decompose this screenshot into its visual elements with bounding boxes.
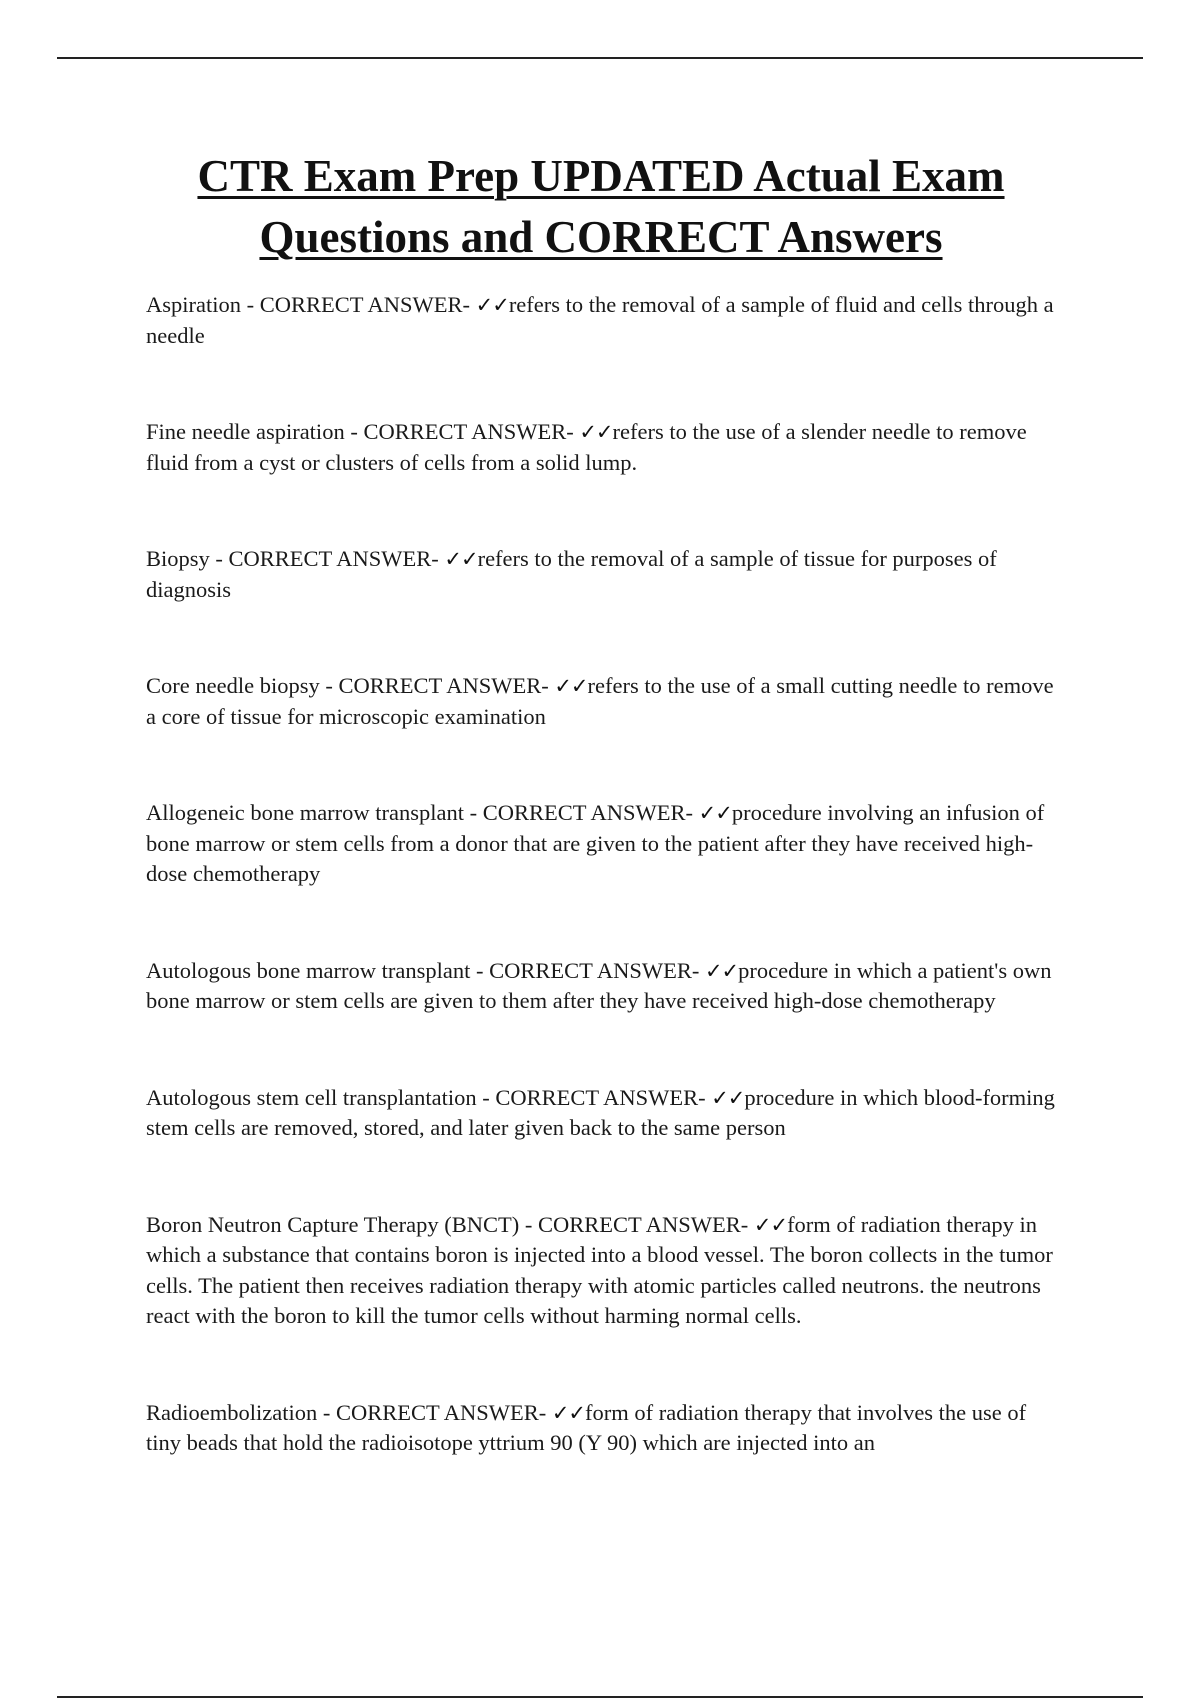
qa-definition: refers to the removal of a sample of fluid and cells through a needle	[146, 292, 1054, 348]
answer-marker: CORRECT ANSWER-	[335, 1399, 547, 1425]
answer-marker: CORRECT ANSWER-	[228, 546, 439, 571]
check-marks-icon: ✓✓	[554, 674, 588, 698]
qa-term: Biopsy	[146, 546, 210, 571]
qa-definition: refers to the use of a small cutting needle to remove a core of tissue for microscopic examination	[146, 673, 1054, 729]
qa-item: Aspiration - CORRECT ANSWER- ✓✓refers to the removal of a sample of fluid and cells through a needle	[146, 292, 1054, 348]
qa-definition: procedure involving an infusion of bone marrow or stem cells from a donor that are given to the patient after they have received high-dose chemotherapy	[146, 800, 1045, 886]
qa-list	[146, 290, 1056, 1459]
qa-definition: refers to the removal of a sample of tissue for purposes of diagnosis	[146, 546, 997, 602]
answer-marker: CORRECT ANSWER-	[495, 1084, 706, 1110]
check-marks-icon: ✓✓	[753, 1212, 788, 1237]
check-marks-icon: ✓✓	[704, 958, 739, 983]
qa-item: Core needle biopsy - CORRECT ANSWER- ✓✓refers to the use of a small cutting needle to remove a core of tissue for microscopic examination	[146, 673, 1054, 729]
answer-marker: CORRECT ANSWER-	[538, 1211, 749, 1237]
qa-definition: procedure in which blood-forming stem cells are removed, stored, and later given back to the same person	[146, 1084, 1055, 1140]
qa-item: Radioembolization - CORRECT ANSWER- ✓✓form of radiation therapy that involves the use of tiny beads that hold the radioisotope yttrium 90 (Y 90) which are injected into an	[146, 1399, 1027, 1455]
qa-term: Fine needle aspiration	[146, 419, 345, 444]
qa-definition: procedure in which a patient's own bone marrow or stem cells are given to them after they have received high-dose chemotherapy	[146, 957, 1052, 1013]
qa-term: Boron Neutron Capture Therapy (BNCT)	[146, 1211, 520, 1237]
check-marks-icon: ✓✓	[551, 1400, 586, 1425]
qa-item: Boron Neutron Capture Therapy (BNCT) - CORRECT ANSWER- ✓✓form of radiation therapy in which a substance that contains boron is injected into a blood vessel. The boron collects in the tumor cells. The patient then receives radiation therapy with atomic particles called neutrons. the neutrons react with the boron to kill the tumor cells without harming normal cells.	[146, 1211, 1053, 1328]
qa-item: Fine needle aspiration - CORRECT ANSWER- ✓✓refers to the use of a slender needle to remove fluid from a cyst or clusters of cells from a solid lump.	[146, 419, 1027, 475]
qa-term: Aspiration	[146, 292, 241, 317]
answer-marker: CORRECT ANSWER-	[489, 957, 700, 983]
check-marks-icon: ✓✓	[698, 801, 732, 825]
top-rule	[57, 57, 1143, 59]
qa-term: Allogeneic bone marrow transplant	[146, 800, 465, 825]
qa-item: Allogeneic bone marrow transplant - CORRECT ANSWER- ✓✓procedure involving an infusion of bone marrow or stem cells from a donor that are given to the patient after they have received high-dose chemotherapy	[146, 800, 1045, 886]
check-marks-icon: ✓✓	[444, 547, 478, 571]
answer-marker: CORRECT ANSWER-	[338, 673, 549, 698]
check-marks-icon: ✓✓	[579, 420, 613, 444]
qa-definition: refers to the use of a slender needle to remove fluid from a cyst or clusters of cells from a solid lump.	[146, 419, 1027, 475]
qa-definition: form of radiation therapy that involves the use of tiny beads that hold the radioisotope yttrium 90 (Y 90) which are injected into an	[146, 1399, 1027, 1455]
answer-marker: CORRECT ANSWER-	[259, 292, 470, 317]
check-marks-icon: ✓✓	[475, 293, 509, 317]
qa-item: Biopsy - CORRECT ANSWER- ✓✓refers to the removal of a sample of tissue for purposes of diagnosis	[146, 546, 997, 602]
qa-term: Core needle biopsy	[146, 673, 320, 698]
check-marks-icon: ✓✓	[711, 1085, 745, 1110]
answer-marker: CORRECT ANSWER-	[482, 800, 694, 825]
qa-term: Autologous bone marrow transplant	[146, 957, 471, 983]
document-page	[146, 146, 1056, 1525]
qa-term: Radioembolization	[146, 1399, 318, 1425]
qa-item: Autologous stem cell transplantation - CORRECT ANSWER- ✓✓procedure in which blood-forming stem cells are removed, stored, and later given back to the same person	[146, 1084, 1055, 1140]
answer-marker: CORRECT ANSWER-	[363, 419, 574, 444]
document-title: CTR Exam Prep UPDATED Actual Exam Questions and CORRECT Answers	[197, 151, 1005, 262]
qa-item: Autologous bone marrow transplant - CORRECT ANSWER- ✓✓procedure in which a patient's own bone marrow or stem cells are given to them after they have received high-dose chemotherapy	[146, 957, 1052, 1013]
qa-definition: form of radiation therapy in which a substance that contains boron is injected into a blood vessel. The boron collects in the tumor cells. The patient then receives radiation therapy with atomic particles called neutrons. the neutrons react with the boron to kill the tumor cells without harming normal cells.	[146, 1211, 1053, 1328]
bottom-rule	[57, 1696, 1143, 1698]
qa-term: Autologous stem cell transplantation	[146, 1084, 477, 1110]
